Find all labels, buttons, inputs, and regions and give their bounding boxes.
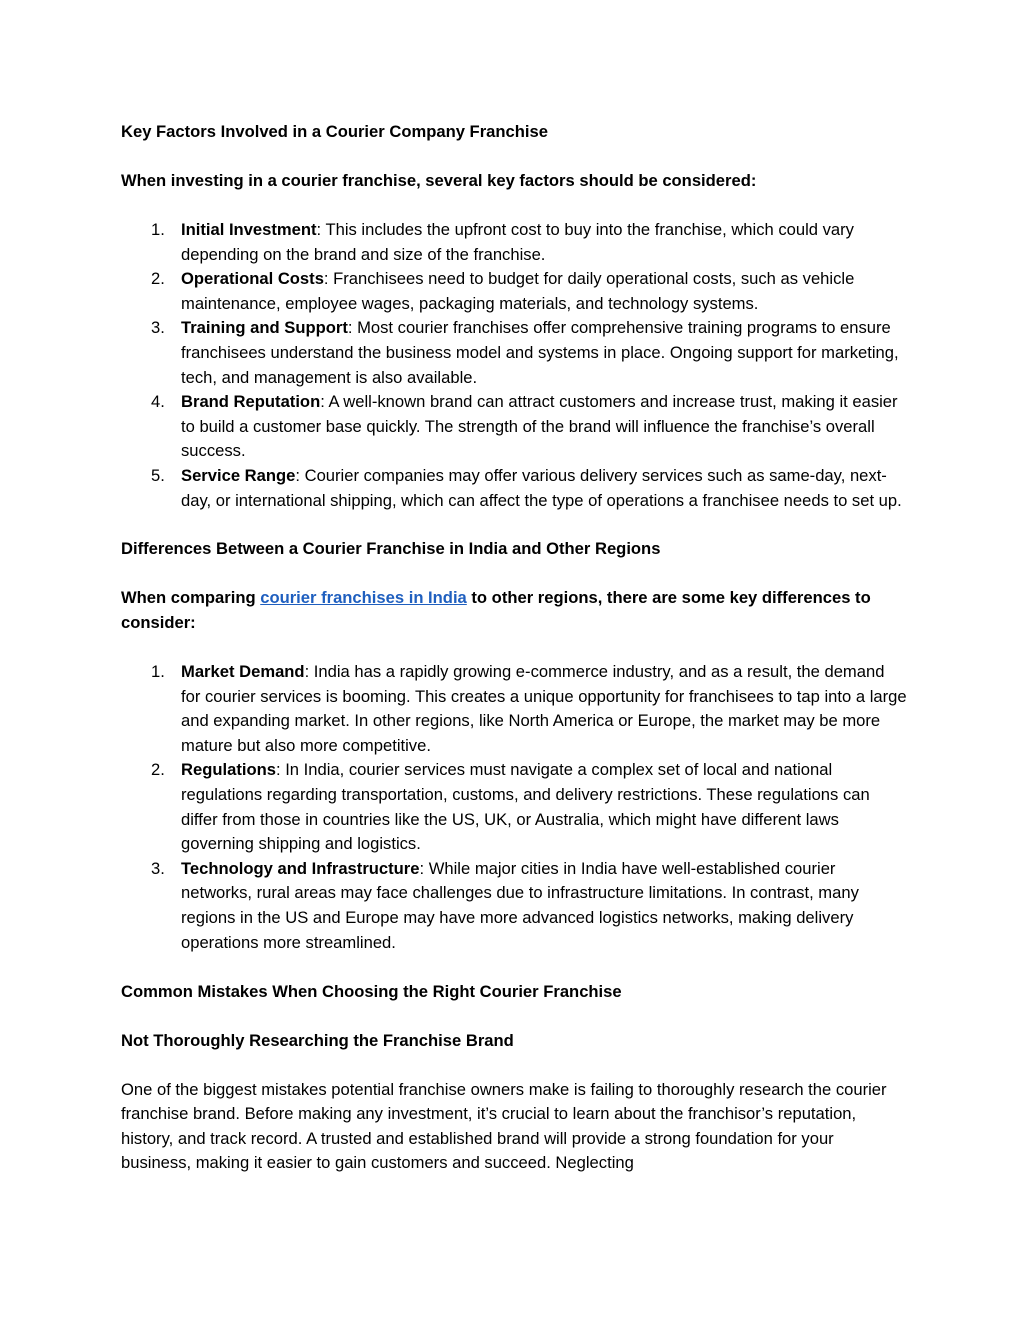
list-text: : While major cities in India have well-established courier networks, rural areas may face challenges due to infrastructure limitations. In contrast, many regions in the US and Europe may have more advanced logistics networks, making delivery operations more streamlined. xyxy=(181,858,859,952)
list-item xyxy=(121,218,907,267)
subheading-research: Not Thoroughly Researching the Franchise Brand xyxy=(121,1030,514,1050)
section-heading-common-mistakes: Common Mistakes When Choosing the Right Courier Franchise xyxy=(121,981,622,1001)
list-term: Technology and Infrastructure xyxy=(181,858,420,878)
document-page xyxy=(121,120,907,1200)
list-text: : Most courier franchises offer comprehensive training programs to ensure franchisees understand the business model and systems in place. Ongoing support for marketing, tech, and management is also available. xyxy=(181,318,899,387)
body-paragraph: One of the biggest mistakes potential franchise owners make is failing to thoroughly research the courier franchise brand. Before making any investment, it’s crucial to learn about the franchisor’s reputation, history, and track record. A trusted and established brand will provide a strong foundation for your business, making it easier to gain customers and succeed. Neglecting xyxy=(121,1079,887,1173)
list-item xyxy=(121,316,907,390)
list-item xyxy=(121,857,907,955)
list-text: : In India, courier services must navigate a complex set of local and national regulations regarding transportation, customs, and delivery restrictions. These regulations can differ from those in countries like the US, UK, or Australia, which might have different laws governing shipping and logistics. xyxy=(181,760,870,854)
list-item xyxy=(121,267,907,316)
list-term: Training and Support xyxy=(181,318,348,338)
key-factors-list xyxy=(121,218,907,513)
list-text: : Courier companies may offer various delivery services such as same-day, next-day, or international shipping, which can affect the type of operations a franchisee needs to set up. xyxy=(181,465,902,510)
list-number: 1. xyxy=(151,219,165,239)
courier-franchises-india-link[interactable]: courier franchises in India xyxy=(260,588,467,608)
list-item xyxy=(121,758,907,856)
list-item xyxy=(121,464,907,513)
list-text: : India has a rapidly growing e-commerce industry, and as a result, the demand for courier services is booming. This creates a unique opportunity for franchisees to tap into a large and expanding market. In other regions, like North America or Europe, the market may be more mature but also more competitive. xyxy=(181,662,907,755)
list-number: 1. xyxy=(151,662,165,682)
list-number: 2. xyxy=(151,269,165,289)
intro-text-after: to other regions, there are some key differences to consider: xyxy=(121,588,871,633)
list-item xyxy=(121,390,907,464)
list-number: 5. xyxy=(151,465,165,485)
list-number: 3. xyxy=(151,858,165,878)
list-text: : This includes the upfront cost to buy into the franchise, which could vary depending on the brand and size of the franchise. xyxy=(181,219,854,264)
list-term: Market Demand xyxy=(181,662,305,682)
list-number: 2. xyxy=(151,760,165,780)
differences-intro xyxy=(121,586,907,635)
differences-list xyxy=(121,660,907,955)
key-factors-intro: When investing in a courier franchise, several key factors should be considered: xyxy=(121,170,757,190)
intro-text-before: When comparing xyxy=(121,588,261,608)
list-text: : Franchisees need to budget for daily operational costs, such as vehicle maintenance, employee wages, packaging materials, and technology systems. xyxy=(181,269,855,313)
list-number: 3. xyxy=(151,318,165,338)
list-term: Regulations xyxy=(181,760,276,780)
list-term: Operational Costs xyxy=(181,269,324,289)
list-term: Service Range xyxy=(181,465,296,485)
list-item xyxy=(121,660,907,758)
list-term: Initial Investment xyxy=(181,219,317,239)
list-text: : A well-known brand can attract customers and increase trust, making it easier to build a customer base quickly. The strength of the brand will influence the franchise’s overall success. xyxy=(181,392,898,461)
section-heading-key-factors: Key Factors Involved in a Courier Company Franchise xyxy=(121,122,548,141)
list-term: Brand Reputation xyxy=(181,392,321,412)
list-number: 4. xyxy=(151,392,165,412)
section-heading-differences: Differences Between a Courier Franchise in India and Other Regions xyxy=(121,539,661,559)
